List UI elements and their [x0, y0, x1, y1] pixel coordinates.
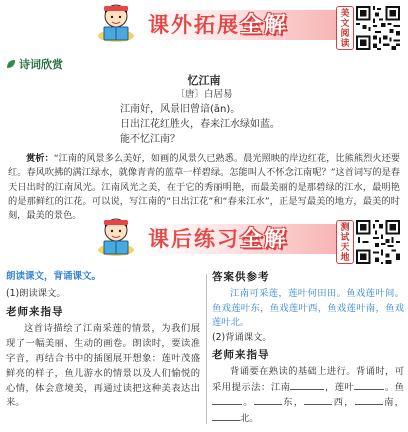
appreciation-label: 赏析： [26, 153, 54, 164]
answer-heading: 答案供参考 [212, 271, 270, 283]
practice-title-accent: 全解 [240, 227, 289, 252]
qr-tag-test: 测 试 天 地 [336, 220, 354, 264]
appreciation-text: “江南的风景多么美好，如画的风景久已熟悉。晨光照映的岸边红花，比熊熊烈火还要红。春风吹拂的满江绿水，就像青青的蓝草一样碧绿。怎能叫人不怀念江南呢？”这首词写的是春天日出时的江南风光。江南风光之美，在于它的秀丽明艳，而最美丽的是那碧绿的江水，最明艳的是那鲜红的江花。可以说，写江南的“日出江花”和“春来江水”，正是写最美的地方，最美的时刻，最美的景色。 [8, 153, 401, 222]
teacher-guide-text: 这首诗描绘了江南采莲的情景，为我们展现了一幅美丽、生动的画卷。朗读时，要读准字音，再结合书中的插图展开想象：莲叶茂盛鲜亮的样子，鱼儿游水的情景以及人们愉悦的心情，体会意境美，再通过读把这种美表达出来。 [6, 323, 200, 409]
extension-title-main: 课外拓展 [148, 13, 240, 37]
extension-title-accent: 全解 [240, 13, 289, 38]
reading-child-icon [96, 2, 136, 44]
exercise-item-2: (2)背诵课文。 [212, 332, 272, 344]
test-qr-block[interactable] [336, 220, 400, 266]
fill-blank[interactable] [254, 395, 282, 405]
poem-appreciation [8, 152, 400, 223]
fill-blank[interactable] [355, 395, 383, 405]
exercise-heading: 朗读课文，背诵课文。 [6, 271, 102, 282]
poem-line: 江南好，风景旧曾谙(ān)。 [120, 104, 241, 115]
fill-blank[interactable] [354, 380, 384, 390]
fill-blank[interactable] [304, 395, 332, 405]
practice-title [140, 224, 340, 254]
answer-text: 江南可采莲，莲叶何田田。鱼戏莲叶间。鱼戏莲叶东，鱼戏莲叶西，鱼戏莲叶南，鱼戏莲叶北。 [212, 287, 404, 329]
qr-code-icon[interactable] [356, 220, 400, 264]
right-column [212, 270, 404, 427]
qr-tag-reading: 美 文 阅 读 [336, 6, 354, 50]
exercise-item-1: (1)朗读课文。 [6, 287, 66, 299]
poem-line: 能不忆江南？ [120, 134, 180, 145]
poem-line: 日出江花红胜火，春来江水绿如蓝。 [120, 119, 280, 130]
writing-child-icon [96, 216, 136, 258]
fill-blank[interactable] [290, 380, 324, 390]
poem-author: 〔唐〕白居易 [175, 89, 233, 100]
qr-code-icon[interactable] [356, 6, 400, 50]
poem-title: 忆江南 [187, 74, 221, 87]
fill-blank[interactable] [212, 395, 242, 405]
leaf-icon [6, 59, 16, 69]
recite-hint-text: 背诵要在熟读的基础上进行。背诵时，可采用提示法：江南 ，莲叶 。鱼。 东， 西， 南，北。 [212, 365, 404, 425]
left-column [6, 270, 200, 411]
teacher-guide-heading: 老师来指导 [6, 305, 64, 318]
fill-blank[interactable] [212, 411, 240, 421]
poem-section-label: 诗词欣赏 [6, 56, 63, 72]
reading-qr-block[interactable] [336, 6, 400, 52]
extension-title [140, 10, 340, 40]
column-divider [206, 274, 207, 424]
practice-title-main: 课后练习 [148, 227, 240, 251]
teacher-guide-heading: 老师来指导 [212, 348, 270, 361]
